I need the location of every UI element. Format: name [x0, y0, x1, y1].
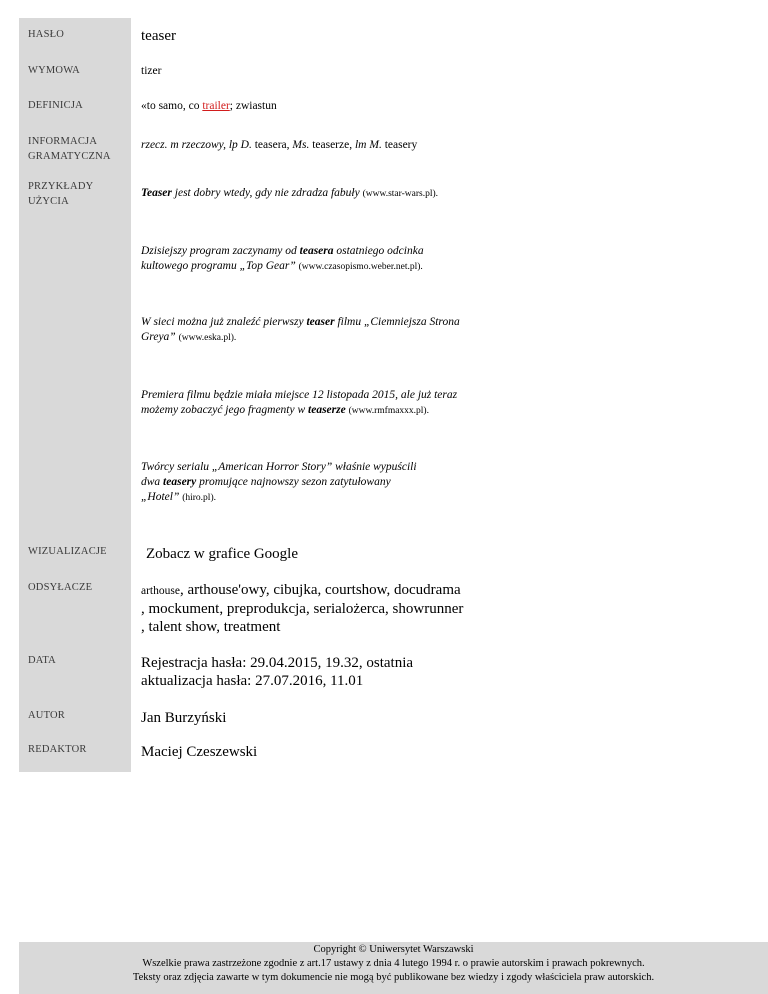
- example-text: W sieci można już znaleźć pierwszy: [141, 316, 307, 328]
- grammar-part: rzecz. m rzeczowy, lp D.: [141, 139, 252, 151]
- reference-links[interactable]: , mockument, preprodukcja, serialożerca, showrunner: [141, 601, 464, 617]
- usage-line: Teksty oraz zdjęcia zawarte w tym dokumencie nie mogą być publikowane bez wiedzy i zgody właściciela praw autorskich.: [132, 972, 655, 983]
- example-line: Premiera filmu będzie miała miejsce 12 listopada 2015, ale już teraz: [141, 389, 458, 401]
- example-source: (www.star-wars.pl).: [362, 189, 439, 199]
- example-line: [141, 244, 424, 259]
- google-images-link[interactable]: Zobacz w grafice Google: [146, 546, 299, 562]
- copyright-footer: [19, 942, 768, 994]
- example-text: filmu „Ciemniejsza Strona: [334, 316, 460, 328]
- date-info: [141, 654, 413, 690]
- headword-label: HASŁO: [28, 29, 65, 40]
- grammar-label: [28, 134, 111, 164]
- headword: teaser: [141, 28, 176, 44]
- grammar-part: lm M.: [354, 139, 382, 151]
- copyright-line: Copyright © Uniwersytet Warszawski: [313, 944, 474, 955]
- example-line: [141, 475, 417, 490]
- date-label: DATA: [28, 655, 56, 666]
- example-text: dwa: [141, 476, 164, 488]
- editor-label: REDAKTOR: [28, 744, 87, 755]
- example-keyword: teaserze: [308, 404, 346, 416]
- example-3: [141, 315, 460, 346]
- examples-label: [28, 179, 93, 209]
- definition-label: DEFINICJA: [28, 100, 83, 111]
- example-text: Dzisiejszy program zaczynamy od: [141, 245, 300, 257]
- author-label: AUTOR: [28, 710, 65, 721]
- reference-links[interactable]: , arthouse'owy, cibujka, courtshow, docudrama: [179, 582, 461, 598]
- example-text: kultowego programu „Top Gear”: [141, 260, 299, 272]
- example-line: Twórcy serialu „American Horror Story” właśnie wypuścili: [141, 461, 417, 473]
- example-keyword: teaser: [306, 316, 335, 328]
- grammar-part: teasery: [381, 139, 418, 151]
- example-text: możemy zobaczyć jego fragmenty w: [141, 404, 309, 416]
- example-line: [141, 315, 460, 330]
- definition-suffix: ; zwiastun: [229, 100, 277, 112]
- grammar-part: Ms.: [292, 139, 310, 151]
- example-source: (www.rmfmaxxx.pl).: [348, 406, 429, 416]
- definition-prefix: «to samo, co: [141, 100, 203, 112]
- author: Jan Burzyński: [141, 710, 227, 726]
- example-keyword: teasera: [299, 245, 334, 257]
- example-text: Greya”: [141, 331, 179, 343]
- definition: [141, 99, 277, 114]
- example-line: [141, 403, 457, 419]
- grammar-label-line1: INFORMACJA: [28, 136, 98, 147]
- example-text: promujące najnowszy sezon zatytułowany: [196, 476, 391, 488]
- example-keyword: teasery: [163, 476, 197, 488]
- example-source: (www.czasopismo.weber.net.pl).: [298, 262, 423, 272]
- reference-links[interactable]: , talent show, treatment: [141, 619, 281, 635]
- examples-label-line1: PRZYKŁADY: [28, 181, 94, 192]
- example-line: [141, 330, 460, 346]
- examples-label-line2: UŻYCIA: [28, 196, 69, 207]
- example-source: (www.eska.pl).: [178, 333, 237, 343]
- example-line: [141, 490, 417, 506]
- references-line: [141, 581, 463, 600]
- date-line: aktualizacja hasła: 27.07.2016, 11.01: [141, 673, 364, 689]
- rights-line: Wszelkie prawa zastrzeżone zgodnie z art.17 ustawy z dnia 4 lutego 1994 r. o prawie autorskim i prawach pokrewnych.: [142, 958, 645, 969]
- pronunciation-label: WYMOWA: [28, 65, 80, 76]
- example-text: jest dobry wtedy, gdy nie zdradza fabuły: [171, 187, 363, 199]
- example-keyword: Teaser: [141, 187, 172, 199]
- editor: Maciej Czeszewski: [141, 744, 258, 760]
- pronunciation: tizer: [141, 65, 162, 77]
- example-1: [141, 186, 438, 202]
- grammar-part: teaserze,: [309, 139, 355, 151]
- reference-link[interactable]: arthouse: [141, 585, 180, 597]
- references-label: ODSYŁACZE: [28, 582, 93, 593]
- example-2: [141, 244, 424, 275]
- visualization-label: WIZUALIZACJE: [28, 546, 107, 557]
- grammar-part: teasera,: [251, 139, 293, 151]
- example-text: „Hotel”: [141, 491, 183, 503]
- trailer-link[interactable]: trailer: [202, 100, 230, 112]
- example-5: [141, 460, 417, 506]
- grammar-info: [141, 138, 417, 153]
- references: [141, 581, 463, 636]
- grammar-label-line2: GRAMATYCZNA: [28, 151, 111, 162]
- example-4: [141, 388, 457, 419]
- example-text: ostatniego odcinka: [333, 245, 424, 257]
- example-source: (hiro.pl).: [182, 493, 216, 503]
- example-line: [141, 259, 424, 275]
- date-line: Rejestracja hasła: 29.04.2015, 19.32, ostatnia: [141, 655, 414, 671]
